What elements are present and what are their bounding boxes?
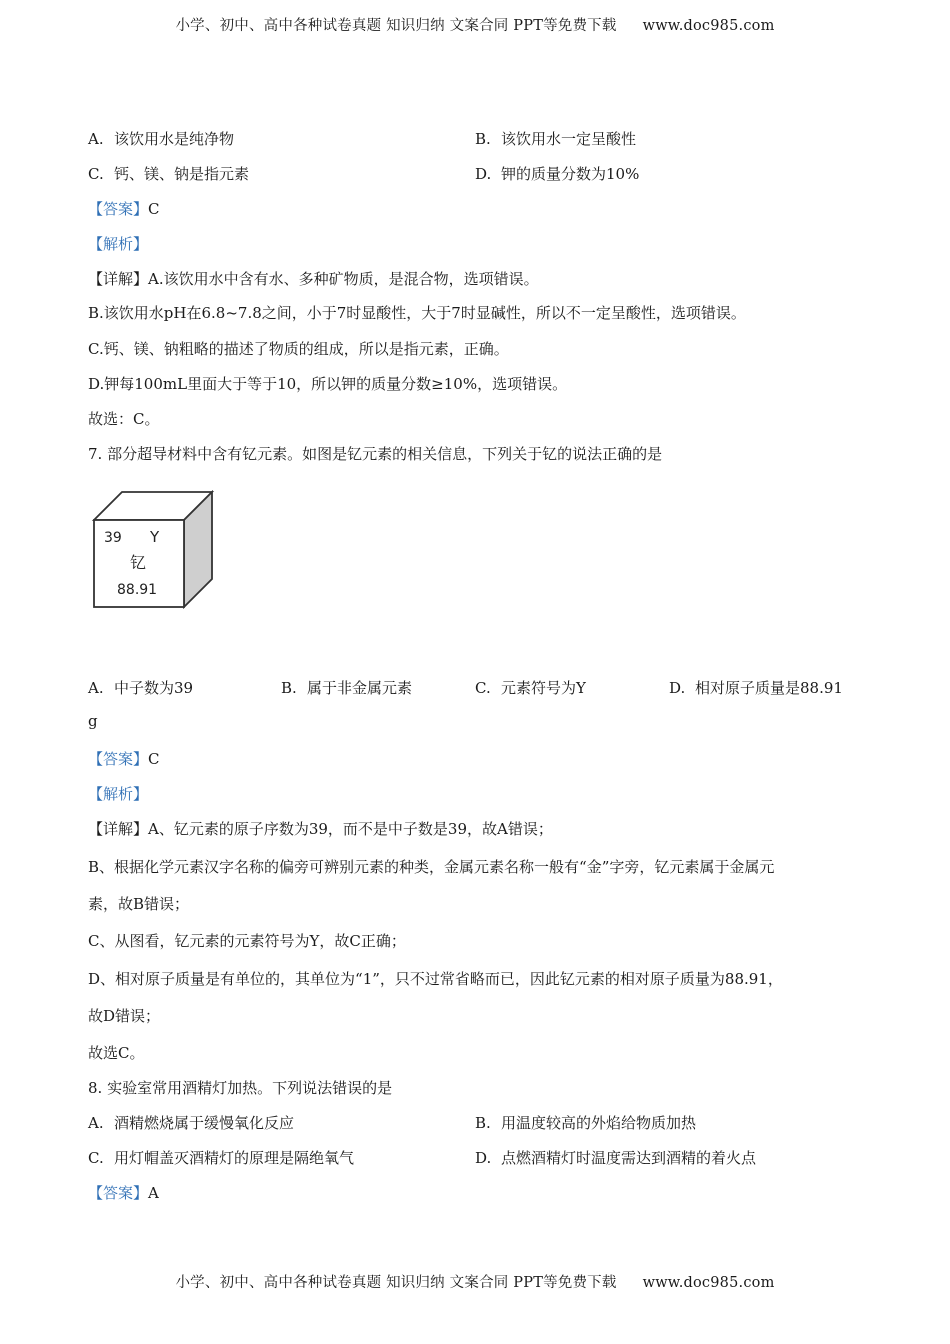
- detail-tag: 【详解】: [88, 270, 149, 288]
- q6-option-d: D. 钾的质量分数为10%: [475, 165, 640, 183]
- q7-option-a: A. 中子数为39: [88, 679, 194, 697]
- header-text: 小学、初中、高中各种试卷真题 知识归纳 文案合同 PPT等免费下载: [175, 18, 617, 34]
- answer-tag: 【答案】: [88, 200, 149, 218]
- element-cube-figure: [92, 490, 217, 612]
- q6-detail-line: 【详解】A.该饮用水中含有水、多种矿物质，是混合物，选项错误。: [88, 270, 539, 288]
- answer-value: C: [148, 750, 160, 768]
- q8-option-d: D. 点燃酒精灯时温度需达到酒精的着火点: [475, 1149, 757, 1167]
- page-footer: [0, 1271, 950, 1292]
- q6-detail-line: D.钾每100mL里面大于等于10，所以钾的质量分数≥10%，选项错误。: [88, 375, 568, 393]
- q6-option-a: A. 该饮用水是纯净物: [88, 130, 235, 148]
- q6-detail-line: C.钙、镁、钠粗略的描述了物质的组成，所以是指元素，正确。: [88, 340, 509, 358]
- answer-tag: 【答案】: [88, 750, 149, 768]
- q7-detail-line: C、从图看，钇元素的元素符号为Y，故C正确；: [88, 932, 406, 950]
- footer-site[interactable]: www.doc985.com: [642, 1275, 775, 1291]
- q7-detail-line: 故D错误；: [88, 1007, 161, 1025]
- q7-option-wrap: g: [88, 712, 98, 730]
- q7-analysis-tag: 【解析】: [88, 785, 149, 803]
- q8-answer: [88, 1182, 159, 1203]
- q8-option-c: C. 用灯帽盖灭酒精灯的原理是隔绝氧气: [88, 1149, 355, 1167]
- q8-option-a: A. 酒精燃烧属于缓慢氧化反应: [88, 1114, 295, 1132]
- q7-detail-line: 素，故B错误；: [88, 895, 190, 913]
- q7-option-d: D. 相对原子质量是88.91: [669, 679, 843, 697]
- q6-conclusion: 故选：C。: [88, 410, 160, 428]
- answer-value: A: [148, 1184, 159, 1202]
- atomic-number: 39: [104, 530, 122, 546]
- q8-stem: 8. 实验室常用酒精灯加热。下列说法错误的是: [88, 1079, 393, 1097]
- detail-tag: 【详解】: [88, 820, 149, 838]
- q7-detail-line: 【详解】A、钇元素的原子序数为39，而不是中子数是39，故A错误；: [88, 820, 553, 838]
- q6-answer: [88, 198, 160, 219]
- atomic-mass: 88.91: [117, 582, 158, 598]
- element-name: 钇: [130, 553, 147, 572]
- q7-answer: [88, 748, 160, 769]
- q7-detail-line: B、根据化学元素汉字名称的偏旁可辨别元素的种类，金属元素名称一般有“金”字旁，钇元素属于金属元: [88, 858, 775, 876]
- q7-stem: 7. 部分超导材料中含有钇元素。如图是钇元素的相关信息，下列关于钇的说法正确的是: [88, 445, 663, 463]
- q7-option-c: C. 元素符号为Y: [475, 679, 586, 697]
- q7-conclusion: 故选C。: [88, 1044, 145, 1062]
- q6-option-c: C. 钙、镁、钠是指元素: [88, 165, 250, 183]
- answer-value: C: [148, 200, 160, 218]
- q8-option-b: B. 用温度较高的外焰给物质加热: [475, 1114, 697, 1132]
- q6-option-b: B. 该饮用水一定呈酸性: [475, 130, 637, 148]
- q6-analysis-tag: 【解析】: [88, 235, 149, 253]
- footer-text: 小学、初中、高中各种试卷真题 知识归纳 文案合同 PPT等免费下载: [175, 1275, 617, 1291]
- q7-option-b: B. 属于非金属元素: [281, 679, 413, 697]
- q6-detail-line: B.该饮用水pH在6.8~7.8之间，小于7时显酸性，大于7时显碱性，所以不一定呈酸性，选项错误。: [88, 304, 746, 322]
- page-header: [0, 14, 950, 35]
- q7-detail-line: D、相对原子质量是有单位的，其单位为“1”，只不过常省略而已，因此钇元素的相对原子质量为88.91，: [88, 970, 783, 988]
- header-site[interactable]: www.doc985.com: [642, 18, 775, 34]
- answer-tag: 【答案】: [88, 1184, 149, 1202]
- element-symbol: Y: [150, 528, 160, 546]
